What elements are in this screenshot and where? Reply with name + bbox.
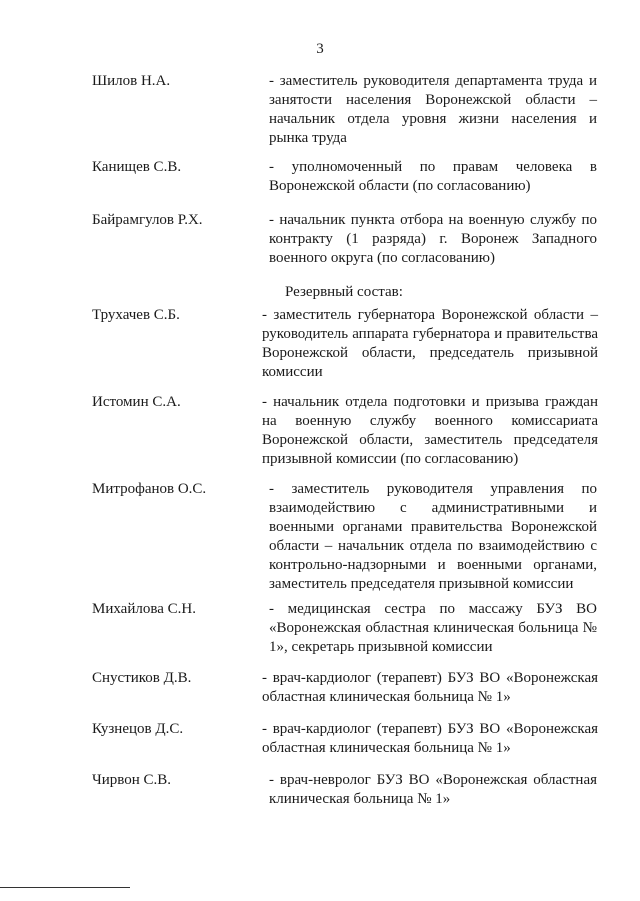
page-number: 3: [316, 41, 324, 57]
member-name: Трухачев С.Б.: [92, 307, 180, 323]
member-role: - медицинская сестра по массажу БУЗ ВО «Воронежская областная клиническая больница № 1», секретарь призывной комиссии: [269, 601, 597, 655]
member-name: Канищев С.В.: [92, 159, 182, 175]
member-role: - заместитель губернатора Воронежской области – руководитель аппарата губернатора и правительства Воронежской области, председатель призывной комиссии: [262, 307, 598, 380]
footer-rule: [0, 887, 130, 888]
member-role: - начальник пункта отбора на военную службу по контракту (1 разряда) г. Воронеж Западного военного округа (по согласованию): [269, 212, 597, 266]
member-role: - врач-невролог БУЗ ВО «Воронежская областная клиническая больница № 1»: [269, 772, 597, 807]
member-name: Истомин С.А.: [92, 394, 181, 410]
member-role: - заместитель руководителя департамента труда и занятости населения Воронежской области – начальник отдела уровня жизни населения и рынка труда: [269, 73, 597, 146]
member-name: Чирвон С.В.: [92, 772, 172, 788]
member-name: Байрамгулов Р.Х.: [92, 212, 203, 228]
member-name: Митрофанов О.С.: [92, 481, 207, 497]
member-role: - врач-кардиолог (терапевт) БУЗ ВО «Воронежская областная клиническая больница № 1»: [262, 670, 598, 705]
reserve-section-title: Резервный состав:: [285, 284, 403, 300]
member-name: Михайлова С.Н.: [92, 601, 196, 617]
member-role: - уполномоченный по правам человека в Воронежской области (по согласованию): [269, 159, 597, 194]
member-name: Шилов Н.А.: [92, 73, 171, 89]
member-name: Кузнецов Д.С.: [92, 721, 184, 737]
member-role: - начальник отдела подготовки и призыва граждан на военную службу военного комиссариата Воронежской области, заместитель председателя призывной комиссии (по согласованию): [262, 394, 598, 467]
member-name: Снустиков Д.В.: [92, 670, 192, 686]
member-role: - заместитель руководителя управления по взаимодействию с административными и военными органами правительства Воронежской области – начальник отдела по взаимодействию с контрольно-надзорными и военными органами, заместитель председателя призывной комиссии: [269, 481, 597, 592]
member-role: - врач-кардиолог (терапевт) БУЗ ВО «Воронежская областная клиническая больница № 1»: [262, 721, 598, 756]
